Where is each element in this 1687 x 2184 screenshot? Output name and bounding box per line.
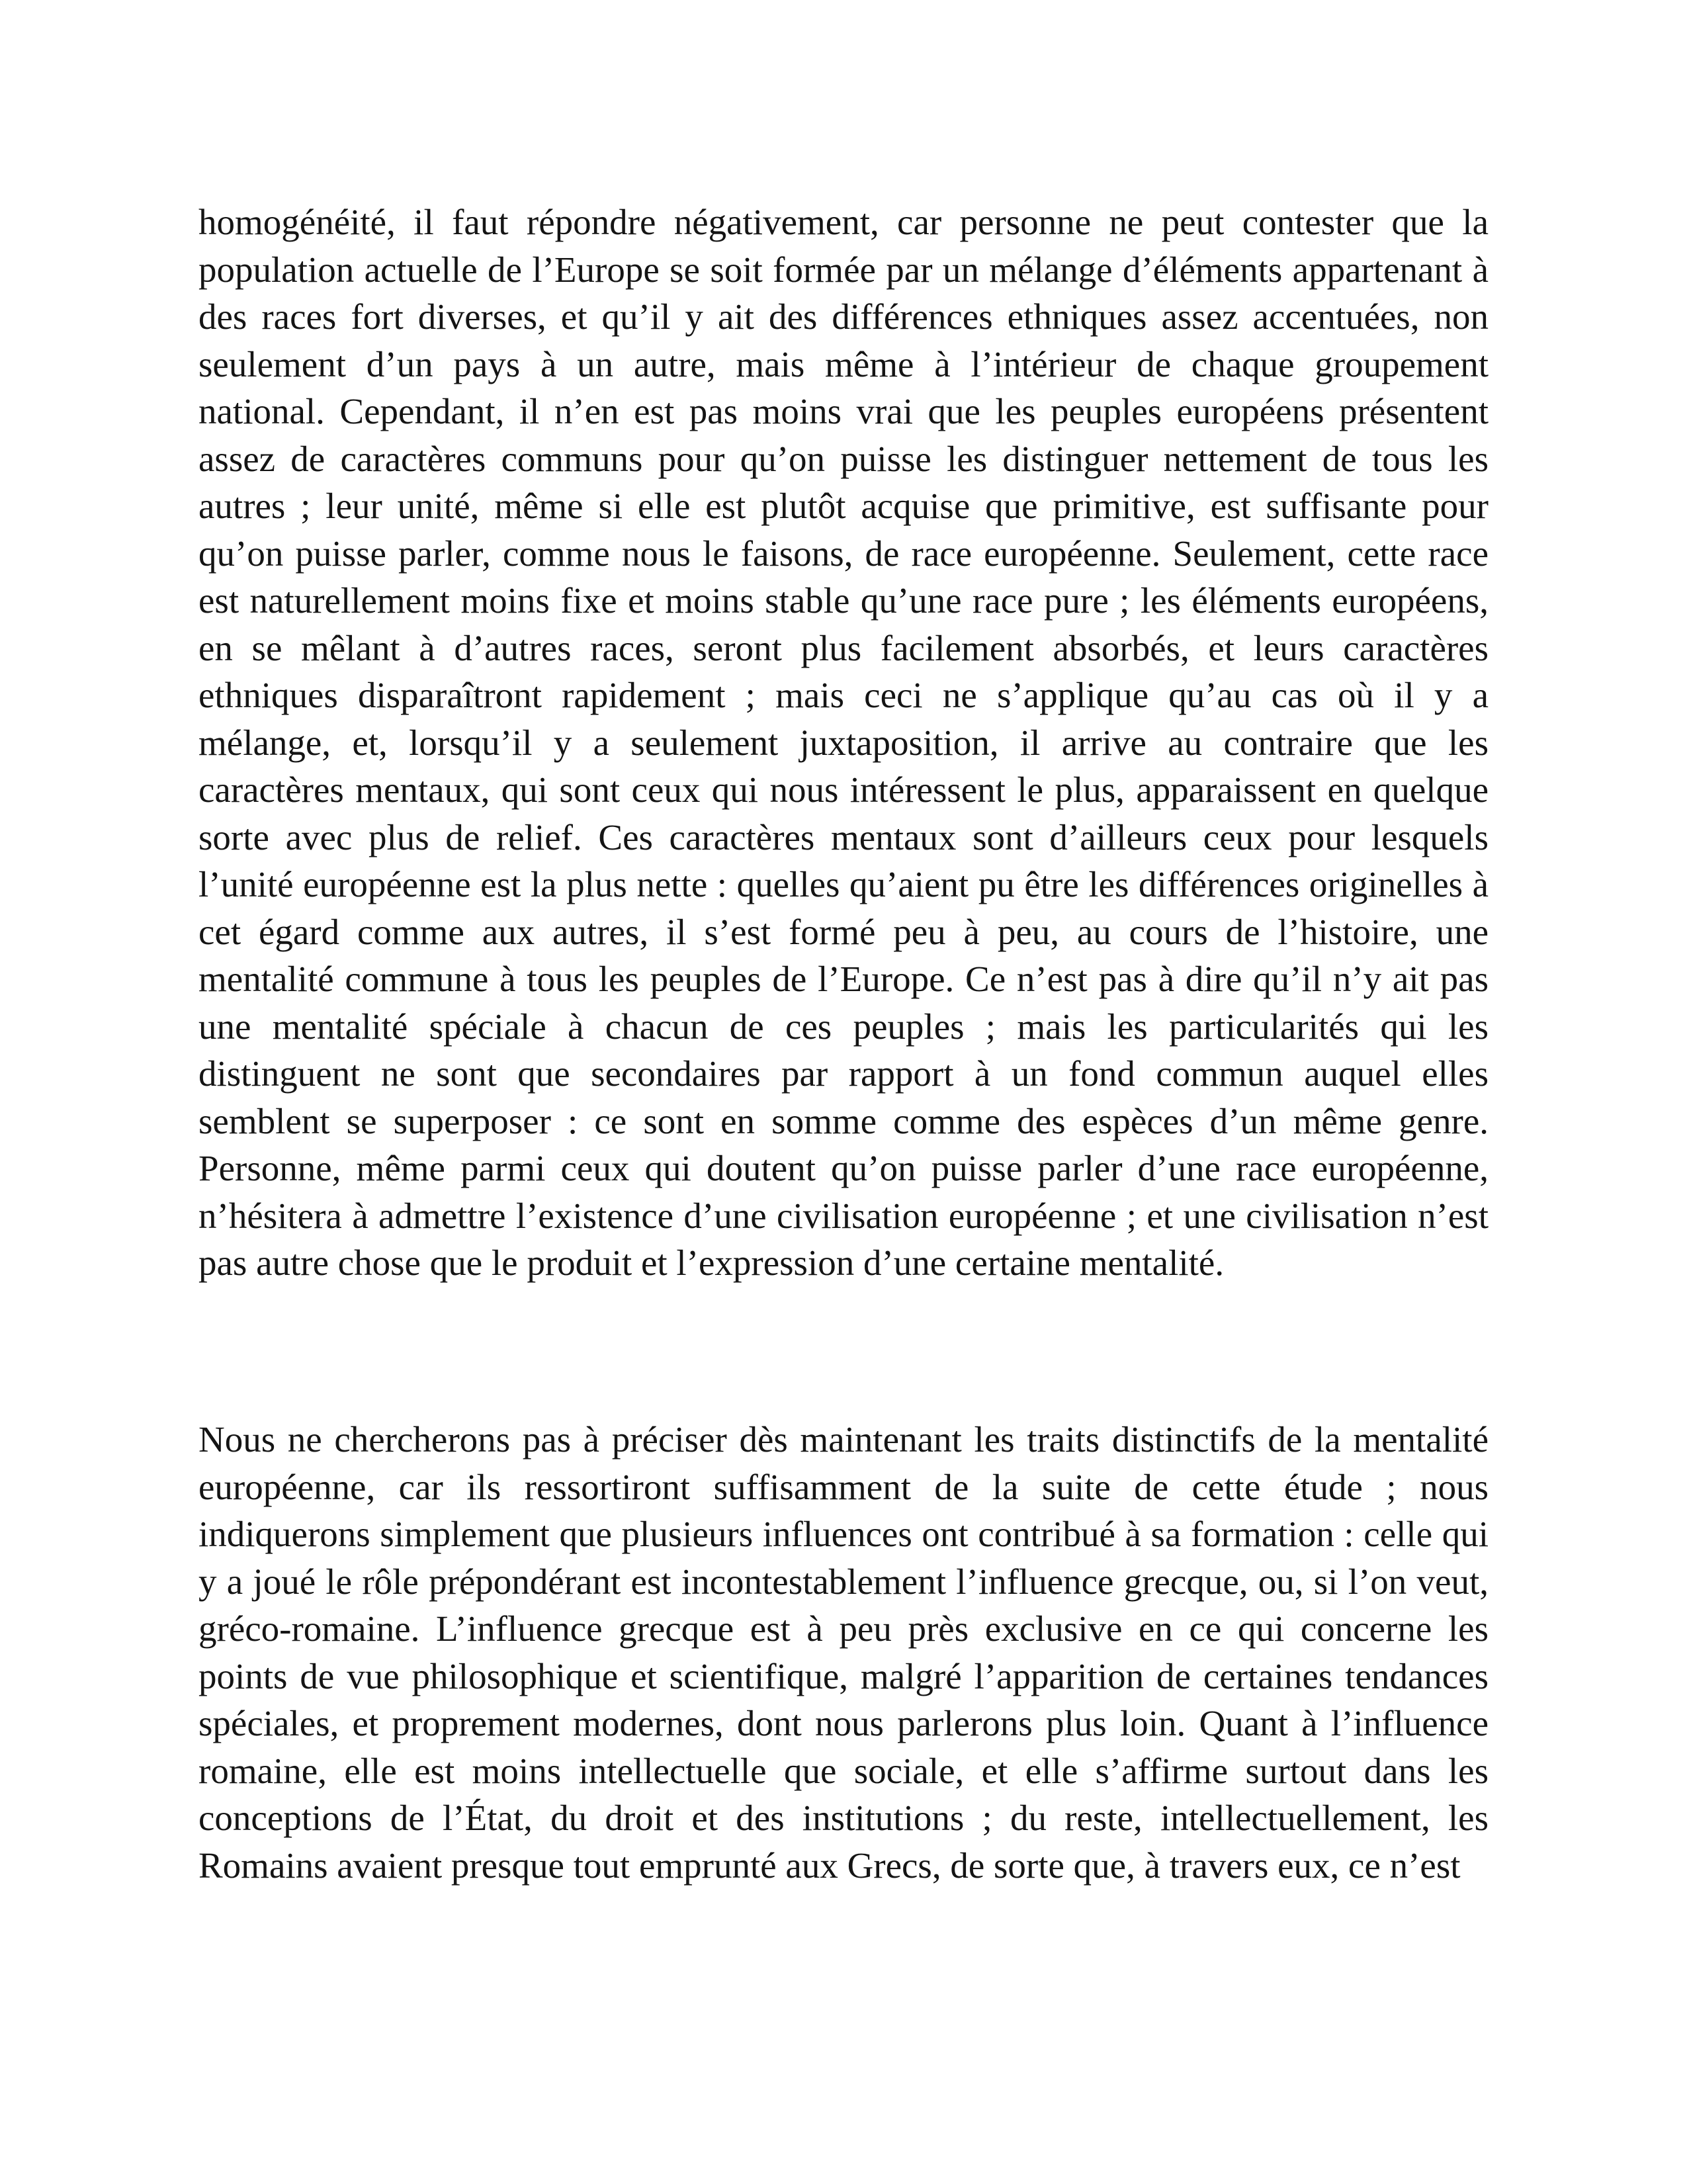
- paragraph-1: homogénéité, il faut répondre négativement, car personne ne peut contester que la population actuelle de l’Europe se soit formée par un mélange d’éléments appartenant à des races fort diverses, et qu’il y ait des différences ethniques assez accentuées, non seulement d’un pays à un autre, mais même à l’intérieur de chaque groupement national. Cependant, il n’en est pas moins vrai que les peuples européens présentent assez de caractères communs pour qu’on puisse les distinguer nettement de tous les autres ; leur unité, même si elle est plutôt acquise que primitive, est suffisante pour qu’on puisse parler, comme nous le faisons, de race européenne. Seulement, cette race est naturellement moins fixe et moins stable qu’une race pure ; les éléments européens, en se mêlant à d’autres races, seront plus facilement absorbés, et leurs caractères ethniques disparaîtront rapidement ; mais ceci ne s’applique qu’au cas où il y a mélange, et, lorsqu’il y a seulement juxtaposition, il arrive au contraire que les caractères mentaux, qui sont ceux qui nous intéressent le plus, apparaissent en quelque sorte avec plus de relief. Ces caractères mentaux sont d’ailleurs ceux pour lesquels l’unité européenne est la plus nette : quelles qu’aient pu être les différences originelles à cet égard comme aux autres, il s’est formé peu à peu, au cours de l’histoire, une mentalité commune à tous les peuples de l’Europe. Ce n’est pas à dire qu’il n’y ait pas une mentalité spéciale à chacun de ces peuples ; mais les particularités qui les distinguent ne sont que secondaires par rapport à un fond commun auquel elles semblent se superposer : ce sont en somme comme des espèces d’un même genre. Personne, même parmi ceux qui doutent qu’on puisse parler d’une race européenne, n’hésitera à admettre l’existence d’une civilisation européenne ; et une civilisation n’est pas autre chose que le produit et l’expression d’une certaine mentalité.: [198, 202, 1489, 1283]
- paragraph-2: Nous ne chercherons pas à préciser dès maintenant les traits distinctifs de la mentalité européenne, car ils ressortiront suffisamment de la suite de cette étude ; nous indiquerons simplement que plusieurs influences ont contribué à sa formation : celle qui y a joué le rôle prépondérant est incontestablement l’influence grecque, ou, si l’on veut, gréco-romaine. L’influence grecque est à peu près exclusive en ce qui concerne les points de vue philosophique et scientifique, malgré l’apparition de certaines tendances spéciales, et proprement modernes, dont nous parlerons plus loin. Quant à l’influence romaine, elle est moins intellectuelle que sociale, et elle s’affirme surtout dans les conceptions de l’État, du droit et des institutions ; du reste, intellectuellement, les Romains avaient presque tout emprunté aux Grecs, de sorte que, à travers eux, ce n’est: [198, 1419, 1489, 1886]
